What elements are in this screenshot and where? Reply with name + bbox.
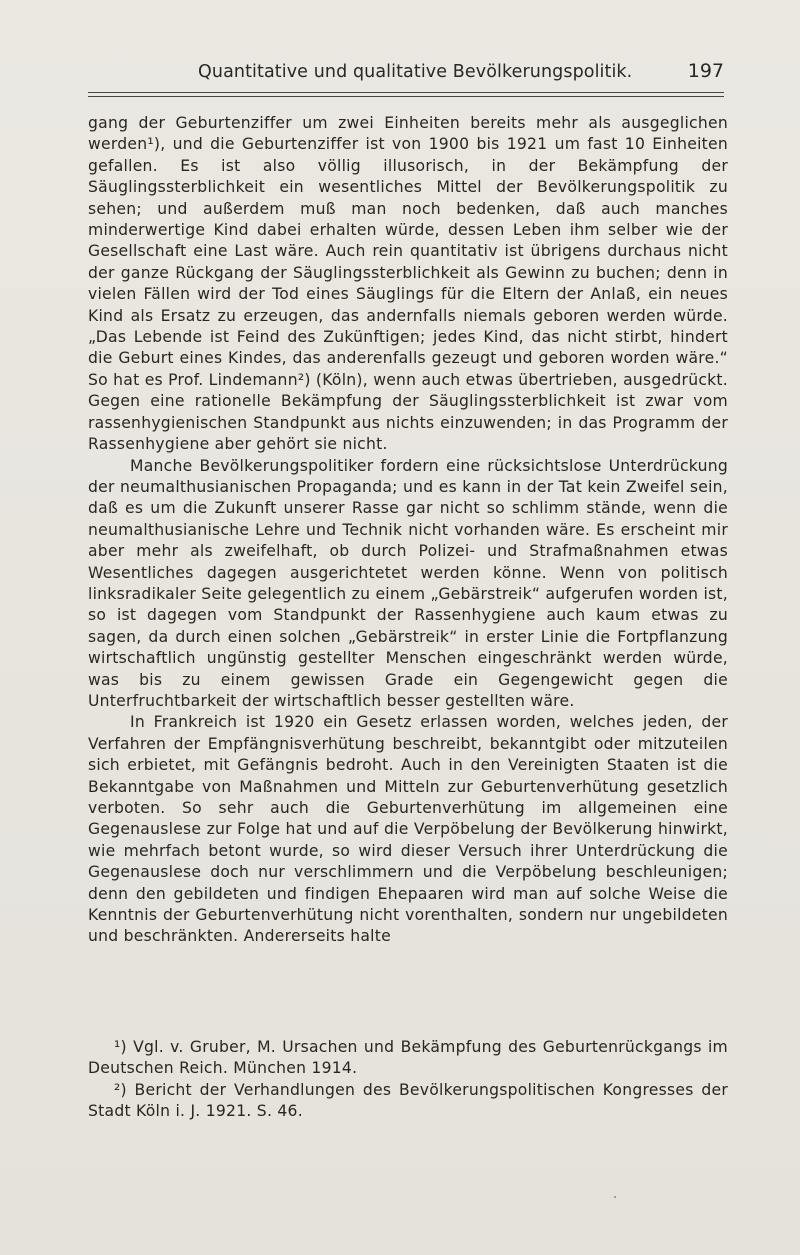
header-rule-top: [88, 92, 724, 93]
paragraph: gang der Geburtenziffer um zwei Einheiten bereits mehr als ausgeglichen werden¹), und die Geburtenziffer ist von 1900 bis 1921 um fast 10 Einheiten gefallen. Es ist also völlig illusorisch, in der Bekämpfung der Säuglingssterblichkeit ein wesentliches Mittel der Bevölkerungspolitik zu sehen; und außerdem muß man noch bedenken, daß auch manches minderwertige Kind dabei erhalten würde, dessen Leben ihm selber wie der Gesellschaft eine Last wäre. Auch rein quantitativ ist übrigens durchaus nicht der ganze Rückgang der Säuglingssterblichkeit als Gewinn zu buchen; denn in vielen Fällen wird der Tod eines Säuglings für die Eltern der Anlaß, ein neues Kind als Ersatz zu erzeugen, das andernfalls niemals geboren werden würde. „Das Lebende ist Feind des Zukünftigen; jedes Kind, das nicht stirbt, hindert die Geburt eines Kindes, das anderenfalls gezeugt und geboren worden wäre.“ So hat es Prof. Lindemann²) (Köln), wenn auch etwas übertrieben, ausgedrückt. Gegen eine rationelle Bekämpfung der Säuglingssterblichkeit ist zwar vom rassenhygienischen Standpunkt aus nichts einzuwenden; in das Programm der Rassenhygiene aber gehört sie nicht.: [88, 114, 728, 454]
header-rule-bottom: [88, 96, 724, 97]
paper-speck: [614, 1196, 616, 1198]
body-text: [88, 113, 728, 948]
running-head: Quantitative und qualitative Bevölkerungspolitik.: [198, 62, 633, 82]
footnotes: [88, 1037, 728, 1123]
paragraph: Manche Bevölkerungspolitiker fordern eine rücksichtslose Unterdrückung der neumalthusianischen Propaganda; und es kann in der Tat kein Zweifel sein, daß es um die Zukunft unserer Rasse gar nicht so schlimm stände, wenn die neumalthusianische Lehre und Technik nicht vorhanden wäre. Es erscheint mir aber mehr als zweifelhaft, ob durch Polizei- und Strafmaßnahmen etwas Wesentliches dagegen ausgerichtetet werden könne. Wenn von politisch linksradikaler Seite gelegentlich zu einem „Gebärstreik“ aufgerufen worden ist, so ist dagegen vom Standpunkt der Rassenhygiene auch kaum etwas zu sagen, da durch einen solchen „Gebärstreik“ in erster Linie die Fortpflanzung wirtschaftlich ungünstig gestellter Menschen eingeschränkt werden würde, was bis zu einem gewissen Grade ein Gegengewicht gegen die Unterfruchtbarkeit der wirtschaftlich besser gestellten wäre.: [88, 456, 728, 710]
footnote: ²) Bericht der Verhandlungen des Bevölkerungspolitischen Kongresses der Stadt Köln i. J. 1921. S. 46.: [88, 1080, 728, 1121]
paragraph: In Frankreich ist 1920 ein Gesetz erlassen worden, welches jeden, der Verfahren der Empfängnisverhütung beschreibt, bekanntgibt oder mitzuteilen sich erbietet, mit Gefängnis bedroht. Auch in den Vereinigten Staaten ist die Bekanntgabe von Maßnahmen und Mitteln zur Geburtenverhütung gesetzlich verboten. So sehr auch die Geburtenverhütung im allgemeinen eine Gegenauslese zur Folge hat und auf die Verpöbelung der Bevölkerung hinwirkt, wie mehrfach betont wurde, so wird dieser Versuch ihrer Unterdrückung die Gegenauslese doch nur verschlimmern und die Verpöbelung beschleunigen; denn den gebildeten und findigen Ehepaaren wird man auf solche Weise die Kenntnis der Geburtenverhütung nicht vorenthalten, sondern nur ungebildeten und beschränkten. Andererseits halte: [88, 713, 728, 946]
page-header: [88, 62, 724, 90]
footnote: ¹) Vgl. v. Gruber, M. Ursachen und Bekämpfung des Geburtenrückgangs im Deutschen Reich. München 1914.: [88, 1038, 728, 1078]
page-number: 197: [687, 60, 724, 82]
